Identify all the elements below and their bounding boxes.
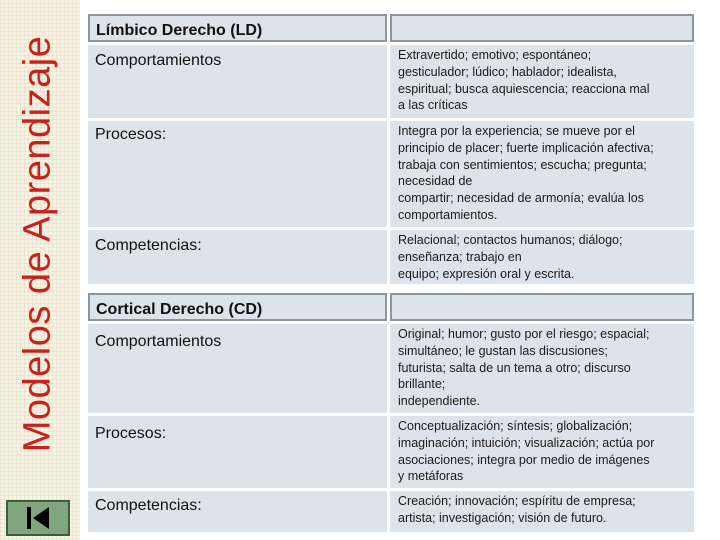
row-description-line: trabaja con sentimientos; escucha; pregunta; (398, 157, 647, 172)
row-description-line: gesticulador; lúdico; hablador; idealista, (398, 64, 617, 79)
row-label: Competencias: (88, 230, 387, 284)
row-description-line: necesidad de (398, 174, 473, 189)
row-label: Competencias: (88, 491, 387, 532)
sidebar (0, 0, 80, 540)
table-row (88, 416, 694, 488)
row-label: Procesos: (88, 416, 387, 488)
row-label: Procesos: (88, 121, 387, 227)
row-description (390, 121, 694, 227)
table-row (88, 45, 694, 118)
row-description-line: Original; humor; gusto por el riesgo; espacial; (398, 327, 650, 341)
section-header-row (88, 293, 694, 321)
row-description-line: espiritual; busca aquiescencia; reacciona mal (398, 81, 650, 96)
row-description-line: brillante; (398, 377, 446, 392)
row-description (390, 324, 694, 413)
row-description-line: compartir; necesidad de armonía; evalúa los (398, 191, 644, 206)
row-description-line: asociaciones; integra por medio de imágenes (398, 452, 650, 467)
section-header-row (88, 14, 694, 42)
row-description-line: independiente. (398, 394, 481, 409)
row-label: Comportamientos (88, 45, 387, 118)
row-description-line: enseñanza; trabajo en (398, 249, 522, 264)
row-description-line: a las críticas (398, 98, 468, 113)
row-label: Comportamientos (88, 324, 387, 413)
vertical-title: Modelos de Aprendizaje (16, 35, 59, 453)
row-description-line: y metáforas (398, 469, 464, 484)
first-slide-button[interactable] (6, 500, 70, 536)
row-description (390, 416, 694, 488)
row-description-line: Integra por la experiencia; se mueve por el (398, 124, 635, 138)
table-row (88, 491, 694, 532)
row-description-line: imaginación; intuición; visualización; actúa por (398, 435, 655, 450)
row-description-line: Creación; innovación; espíritu de empresa; (398, 494, 636, 508)
first-slide-icon (24, 505, 52, 531)
row-description-line: comportamientos. (398, 207, 498, 222)
section-header-blank (390, 293, 694, 321)
row-description (390, 45, 694, 118)
section-header: Cortical Derecho (CD) (88, 293, 387, 321)
row-description-line: equipo; expresión oral y escrita. (398, 266, 575, 281)
row-description-line: Relacional; contactos humanos; diálogo; (398, 233, 623, 247)
table-row (88, 230, 694, 284)
row-description-line: Extravertido; emotivo; espontáneo; (398, 48, 592, 62)
table-row (88, 121, 694, 227)
section-header: Límbico Derecho (LD) (88, 14, 387, 42)
section-header-blank (390, 14, 694, 42)
row-description (390, 230, 694, 284)
row-description-line: futurista; salta de un tema a otro; discurso (398, 360, 631, 375)
row-description-line: simultáneo; le gustan las discusiones; (398, 343, 608, 358)
row-description (390, 491, 694, 532)
row-description-line: Conceptualización; síntesis; globalización; (398, 419, 633, 433)
row-description-line: principio de placer; fuerte implicación afectiva; (398, 140, 654, 155)
row-description-line: artista; investigación; visión de futuro. (398, 510, 607, 525)
table-row (88, 324, 694, 413)
content-table (88, 0, 694, 532)
